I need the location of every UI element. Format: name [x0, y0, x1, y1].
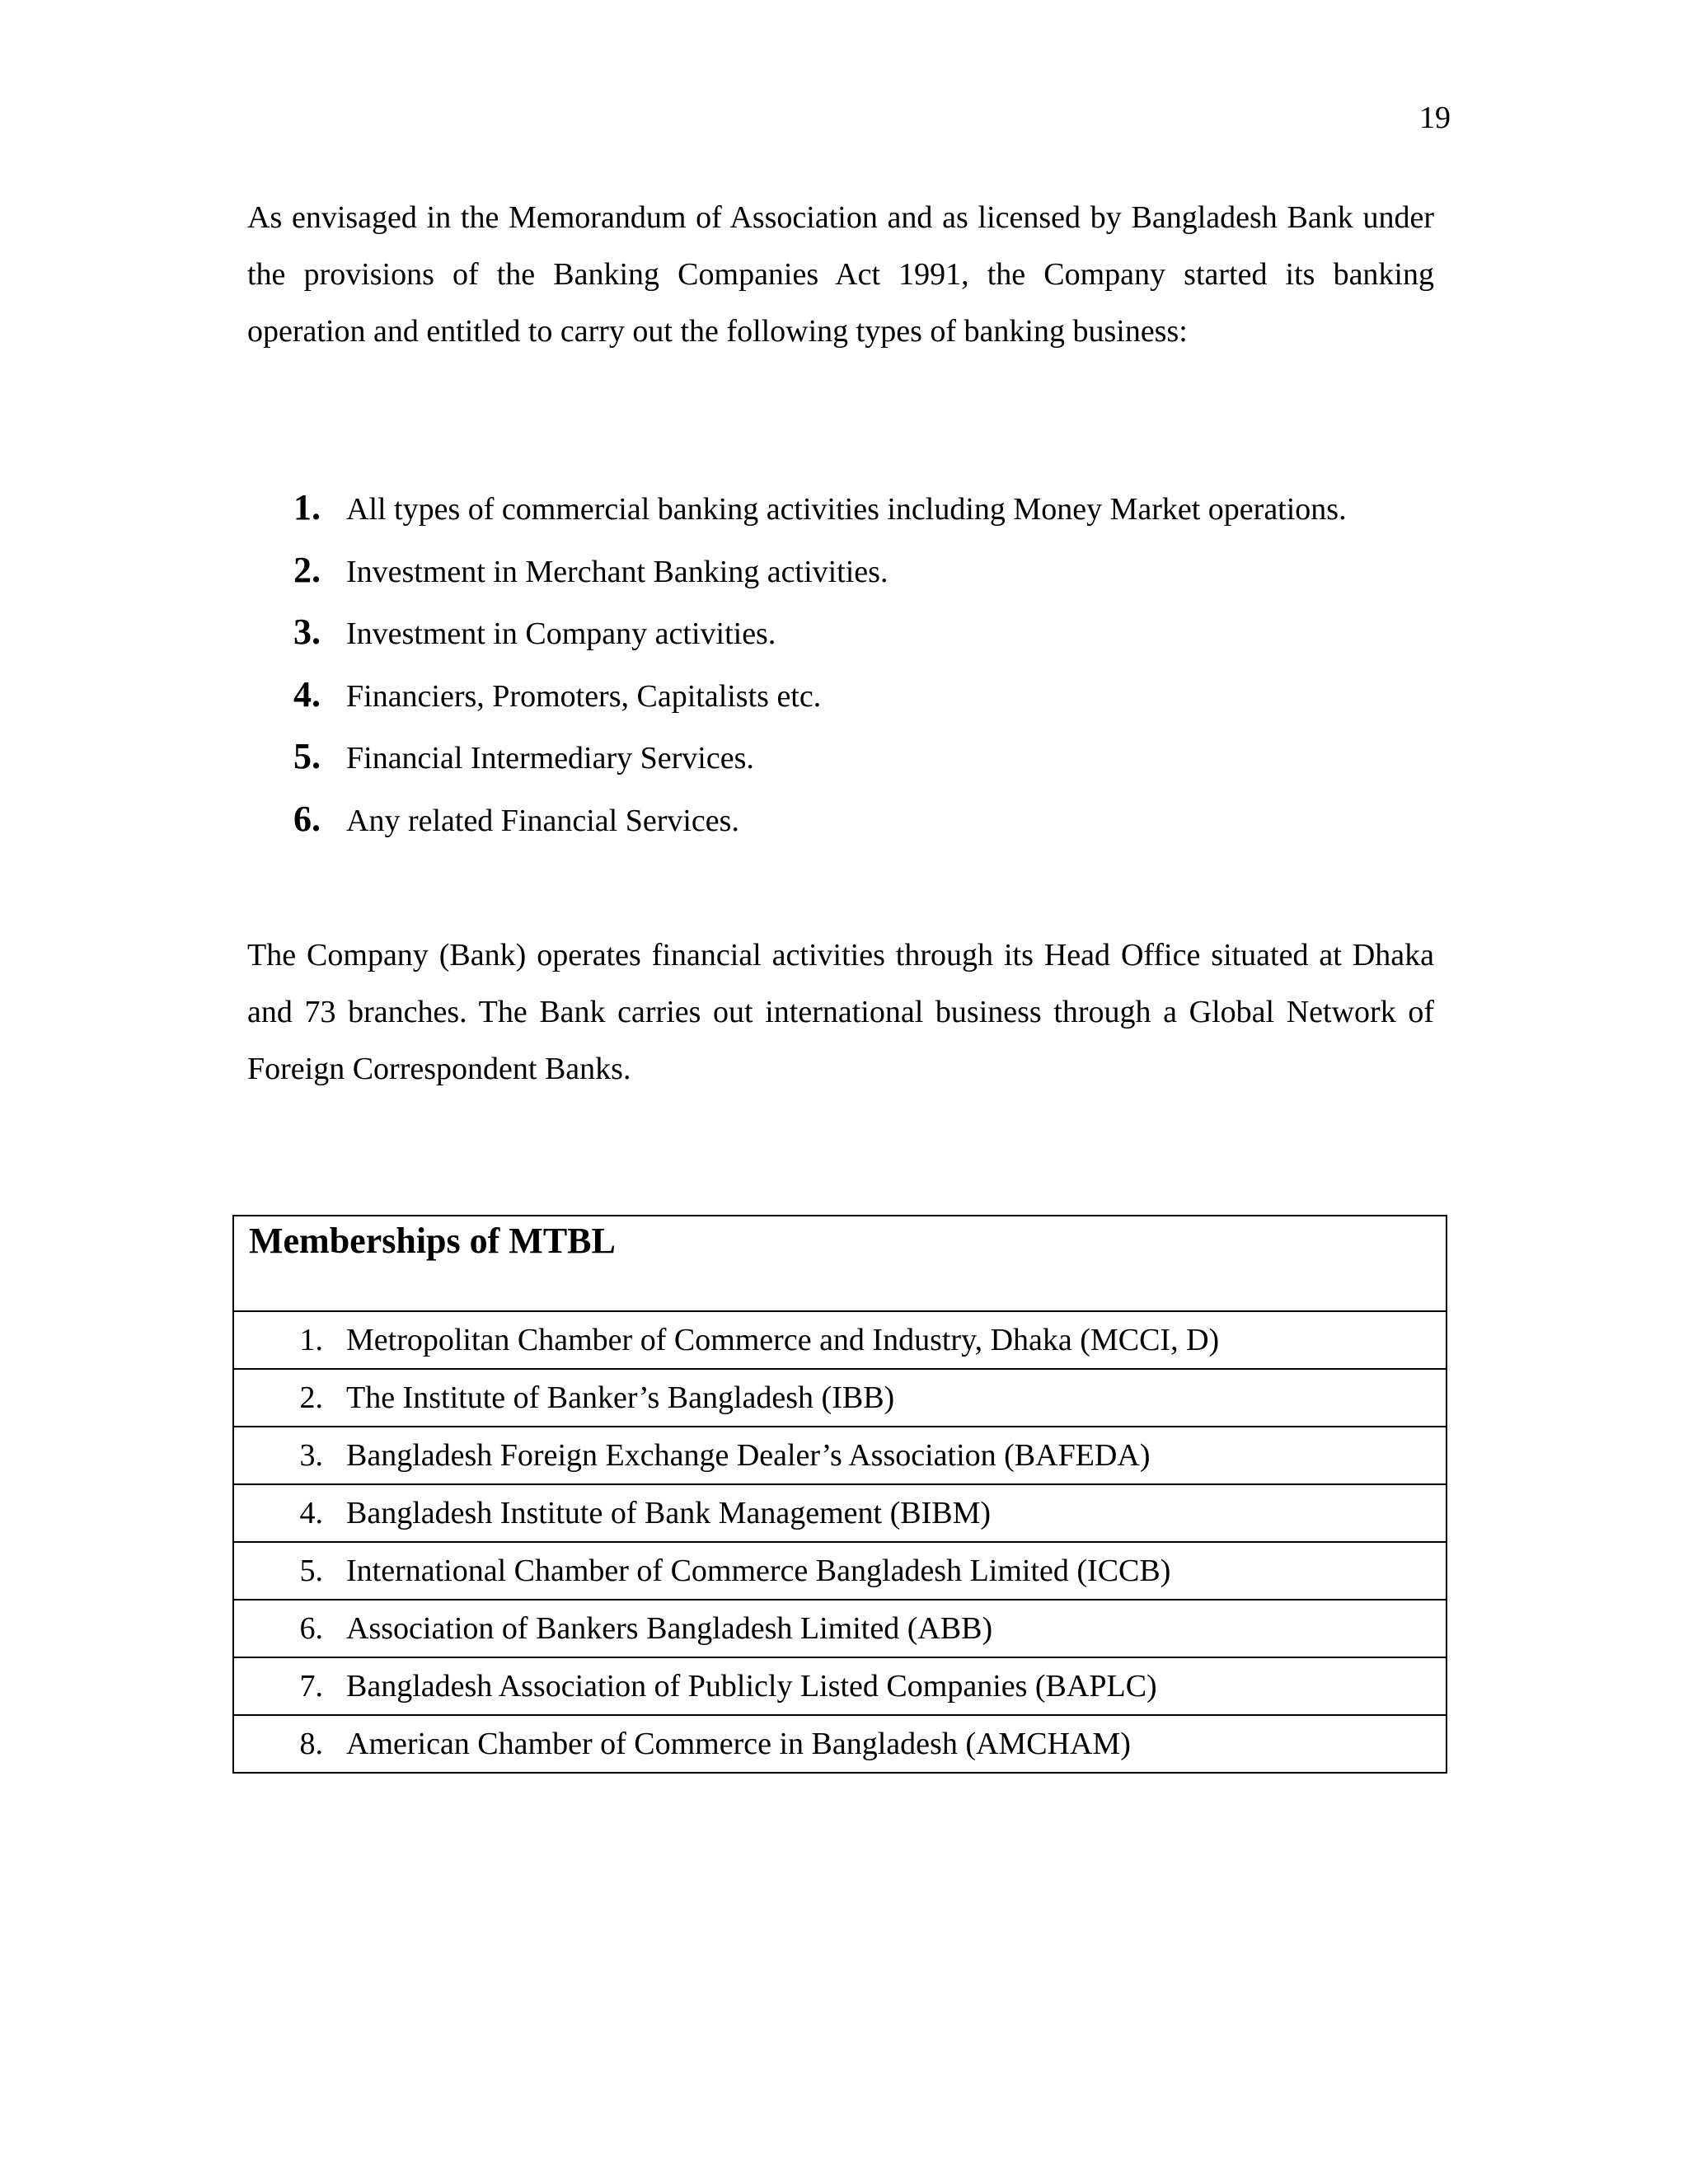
list-item-text: Investment in Merchant Banking activities. [346, 554, 889, 589]
membership-name: Metropolitan Chamber of Commerce and Industry, Dhaka (MCCI, D) [346, 1323, 1220, 1357]
list-item [293, 663, 1447, 726]
membership-name: The Institute of Banker’s Bangladesh (IBB) [346, 1380, 895, 1415]
list-item [293, 476, 1447, 539]
list-item-text: Any related Financial Services. [346, 803, 739, 838]
membership-name: International Chamber of Commerce Bangladesh Limited (ICCB) [346, 1554, 1171, 1588]
membership-name: Bangladesh Foreign Exchange Dealer’s Association (BAFEDA) [346, 1438, 1151, 1473]
list-item-number: 6. [293, 798, 321, 839]
intro-paragraph: As envisaged in the Memorandum of Association and as licensed by Bangladesh Bank under the provisions of the Banking Companies Act 1991, the Company started its banking operation and entitled to carry out the following types of banking business: [247, 200, 1434, 349]
row-number: 4. [299, 1496, 323, 1530]
list-item-text: Financial Intermediary Services. [346, 741, 754, 776]
membership-name: Bangladesh Association of Publicly Listed Companies (BAPLC) [346, 1669, 1157, 1704]
list-item [293, 539, 1447, 602]
row-number: 8. [299, 1727, 323, 1761]
table-row [233, 1715, 1447, 1773]
table-row [233, 1600, 1447, 1657]
membership-name: Association of Bankers Bangladesh Limited (ABB) [346, 1611, 993, 1646]
table-cell [233, 1484, 1447, 1542]
memberships-table [232, 1215, 1447, 1774]
row-number: 6. [299, 1611, 323, 1646]
table-row [233, 1427, 1447, 1484]
list-item [293, 788, 1447, 851]
table-row [233, 1657, 1447, 1715]
row-number: 1. [299, 1323, 323, 1357]
list-item-number: 4. [293, 673, 321, 715]
list-item-number: 3. [293, 612, 321, 652]
list-item-text: All types of commercial banking activities including Money Market operations. [346, 492, 1347, 527]
table-row [233, 1542, 1447, 1600]
list-item-text: Financiers, Promoters, Capitalists etc. [346, 678, 822, 714]
table-row [233, 1369, 1447, 1427]
operations-paragraph: The Company (Bank) operates financial activities through its Head Office situated at Dhaka and 73 branches. The Bank carries out international business through a Global Network of Foreign Correspondent Banks. [247, 938, 1434, 1086]
memberships-title: Memberships of MTBL [233, 1216, 1447, 1311]
table-cell [233, 1311, 1447, 1369]
table-row [233, 1311, 1447, 1369]
table-cell [233, 1715, 1447, 1773]
list-item-number: 5. [293, 736, 321, 776]
list-item-number: 2. [293, 549, 321, 590]
table-cell [233, 1542, 1447, 1600]
table-cell [233, 1369, 1447, 1427]
list-item-number: 1. [293, 487, 321, 527]
membership-name: American Chamber of Commerce in Bangladesh (AMCHAM) [346, 1727, 1131, 1761]
row-number: 2. [299, 1380, 323, 1415]
list-item [293, 601, 1447, 663]
table-cell [233, 1427, 1447, 1484]
row-number: 5. [299, 1554, 323, 1588]
list-item [293, 725, 1447, 788]
row-number: 7. [299, 1669, 323, 1704]
table-cell [233, 1600, 1447, 1657]
row-number: 3. [299, 1438, 323, 1473]
table-cell [233, 1657, 1447, 1715]
membership-name: Bangladesh Institute of Bank Management (BIBM) [346, 1496, 992, 1530]
table-row [233, 1484, 1447, 1542]
list-item-text: Investment in Company activities. [346, 616, 776, 651]
page-number: 19 [1419, 101, 1451, 135]
banking-activities-list [293, 476, 1447, 850]
table-header-row [233, 1216, 1447, 1311]
